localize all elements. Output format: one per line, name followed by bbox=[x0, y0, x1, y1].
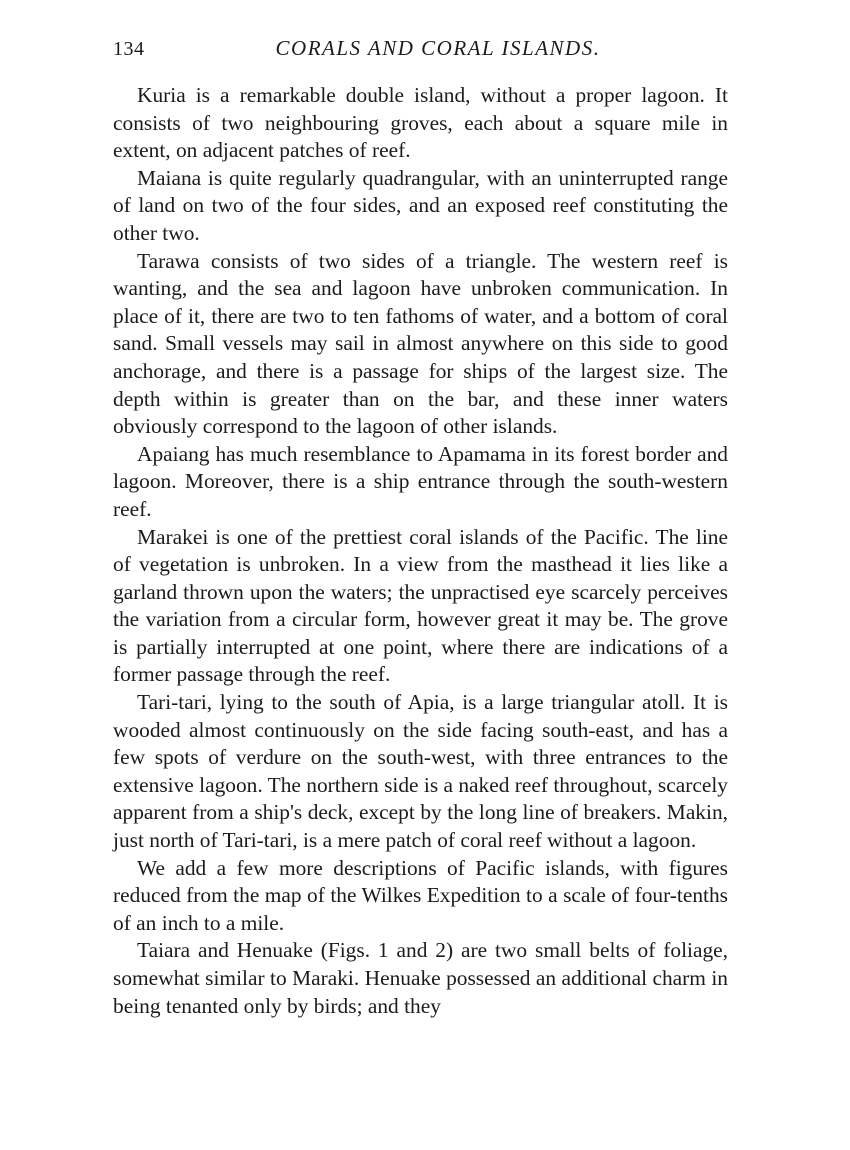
paragraph-marakei: Marakei is one of the prettiest coral islands of the Pacific. The line of vegetation is unbroken. In a view from the masthead it lies like a garland thrown upon the waters; the unpractised eye scarcely perceives the variation from a circular form, however great it may be. The grove is partially interrupted at one point, where there are indications of a former passage through the reef. bbox=[113, 524, 728, 687]
paragraph-kuria: Kuria is a remarkable double island, without a proper lagoon. It consists of two neighbouring groves, each about a square mile in extent, on adjacent patches of reef. bbox=[113, 83, 728, 163]
paragraph-tari-tari: Tari-tari, lying to the south of Apia, is a large triangular atoll. It is wooded almost continuously on the side facing south-east, and has a few spots of verdure on the south-west, with three entrances to the extensive lagoon. The northern side is a naked reef throughout, scarcely apparent from a ship's deck, except by the long line of breakers. Makin, just north of Tari-tari, is a mere patch of coral reef without a lagoon. bbox=[113, 690, 728, 853]
paragraph-tarawa: Tarawa consists of two sides of a triangle. The western reef is wanting, and the sea and lagoon have unbroken communication. In place of it, there are two to ten fathoms of water, and a bottom of coral sand. Small vessels may sail in almost anywhere on this side to good anchorage, and there is a passage for ships of the largest size. The depth within is greater than on the bar, and these inner waters obviously correspond to the lagoon of other islands. bbox=[113, 248, 728, 439]
paragraph-apaiang: Apaiang has much resemblance to Apamama in its forest border and lagoon. Moreover, there is a ship entrance through the south-western reef. bbox=[113, 441, 728, 521]
paragraph-maiana: Maiana is quite regularly quadrangular, with an uninterrupted range of land on two of the four sides, and an exposed reef constituting the other two. bbox=[113, 165, 728, 245]
page-number: 134 bbox=[113, 38, 145, 60]
paragraph-pacific-islands: We add a few more descriptions of Pacific islands, with figures reduced from the map of the Wilkes Expedition to a scale of four-tenths of an inch to a mile. bbox=[113, 855, 728, 935]
page-header bbox=[113, 34, 728, 64]
body-text bbox=[113, 82, 728, 1020]
running-title: CORALS AND CORAL ISLANDS. bbox=[275, 36, 601, 60]
paragraph-taiara-henuake: Taiara and Henuake (Figs. 1 and 2) are two small belts of foliage, somewhat similar to Maraki. Henuake possessed an additional charm in being tenanted only by birds; and they bbox=[113, 938, 728, 1018]
